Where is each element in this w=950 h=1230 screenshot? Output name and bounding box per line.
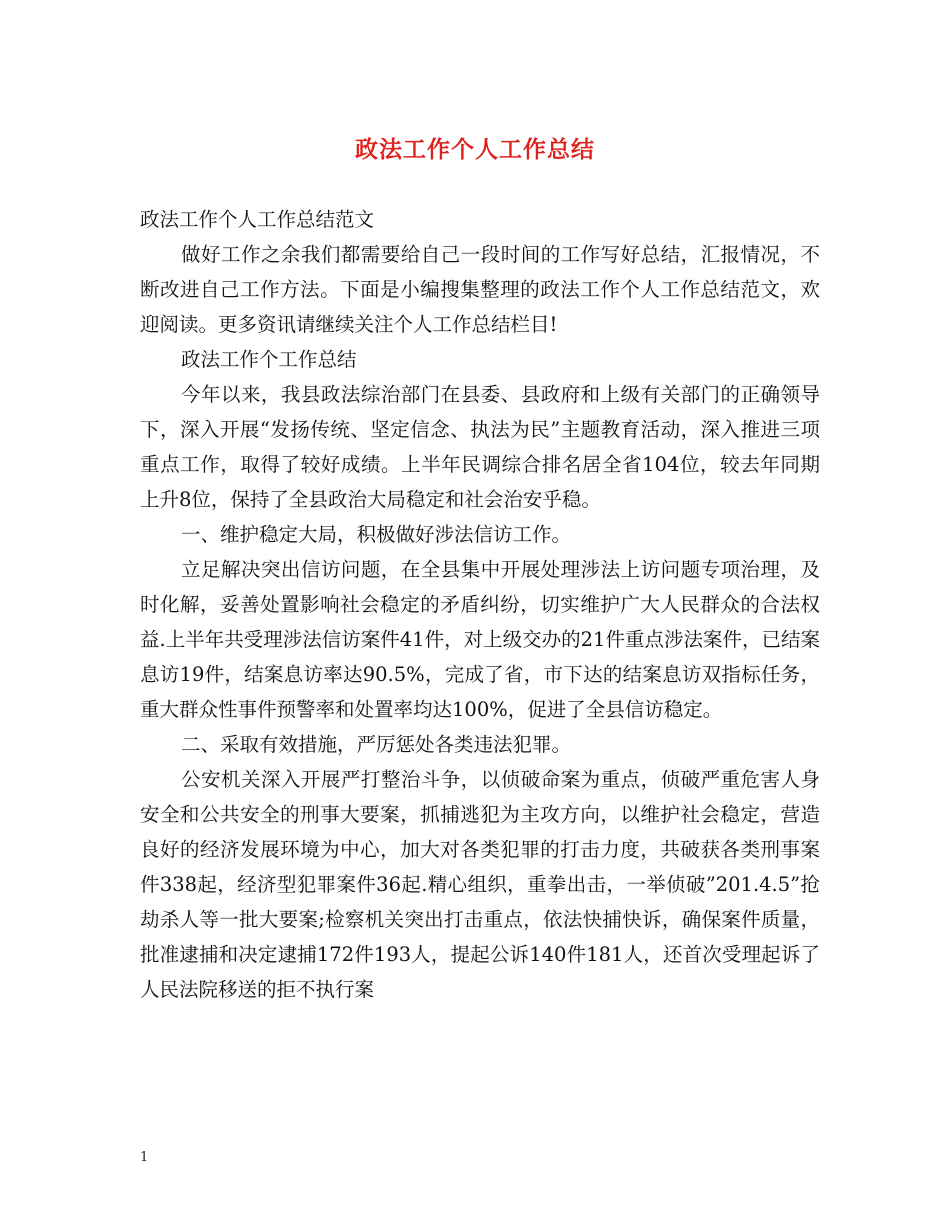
paragraph-petition: 立足解决突出信访问题，在全县集中开展处理涉法上访问题专项治理，及时化解，妥善处置影响社会稳定的矛盾纠纷，切实维护广大人民群众的合法权益.上半年共受理涉法信访案件41件，对上级交办的21件重点涉法案件，已结案息访19件，结案息访率达90.5%，完成了省，市下达的结案息访双指标任务，重大群众性事件预警率和处置率均达100%，促进了全县信访稳定。 xyxy=(140,558,820,721)
document-body xyxy=(140,202,820,1007)
document-subtitle: 政法工作个人工作总结范文 xyxy=(140,208,375,231)
document-title: 政法工作个人工作总结 xyxy=(355,136,595,163)
paragraph-overview: 今年以来，我县政法综治部门在县委、县政府和上级有关部门的正确领导下，深入开展“发扬传统、坚定信念、执法为民”主题教育活动，深入推进三项重点工作，取得了较好成绩。上半年民调综合排名居全省104位，较去年同期上升8位，保持了全县政治大局稳定和社会治安乎稳。 xyxy=(140,383,820,511)
paragraph-crime: 公安机关深入开展严打整治斗争，以侦破命案为重点，侦破严重危害人身安全和公共安全的刑事大要案，抓捕逃犯为主攻方向，以维护社会稳定，营造良好的经济发展环境为中心，加大对各类犯罪的打击力度，共破获各类刑事案件338起，经济型犯罪案件36起.精心组织，重拳出击，一举侦破”201.4.5”抢劫杀人等一批大要案;检察机关突出打击重点，依法快捕快诉，确保案件质量，批准逮捕和决定逮捕172件193人，提起公诉140件181人，还首次受理起诉了人民法院移送的拒不执行案 xyxy=(140,768,820,1001)
page-number: 1 xyxy=(140,1150,149,1165)
section-heading: 政法工作个工作总结 xyxy=(181,348,357,371)
section-heading-1: 一、维护稳定大局，积极做好涉法信访工作。 xyxy=(181,523,572,546)
paragraph-intro: 做好工作之余我们都需要给自己一段时间的工作写好总结，汇报情况，不断改进自己工作方法。下面是小编搜集整理的政法工作个人工作总结范文，欢迎阅读。更多资讯请继续关注个人工作总结栏目! xyxy=(140,243,820,336)
section-heading-2: 二、采取有效措施，严厉惩处各类违法犯罪。 xyxy=(181,733,572,756)
